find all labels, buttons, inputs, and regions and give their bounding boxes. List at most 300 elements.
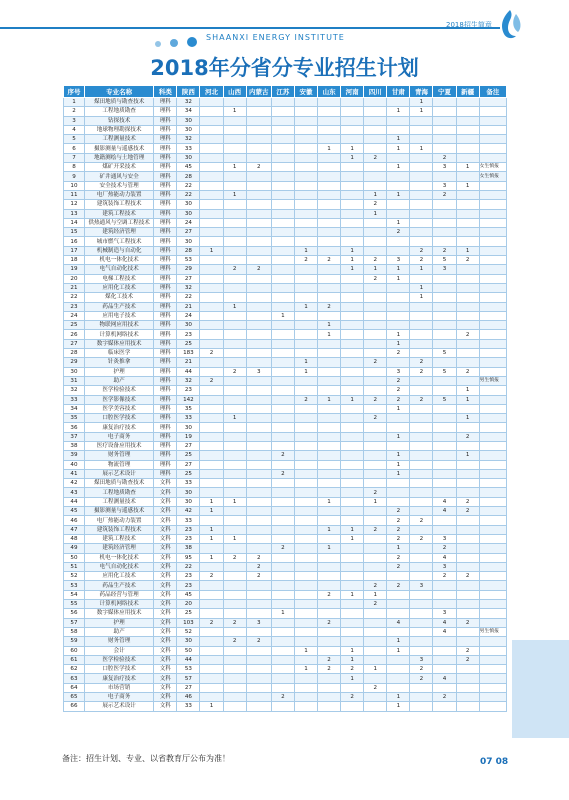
- table-cell: [387, 590, 410, 599]
- table-row: [64, 637, 507, 646]
- table-cell: [479, 516, 506, 525]
- table-cell: [271, 497, 294, 506]
- table-cell: [456, 693, 479, 702]
- table-cell: [271, 600, 294, 609]
- table-cell: [223, 432, 246, 441]
- table-cell: 2: [387, 507, 410, 516]
- table-cell: [246, 209, 271, 218]
- table-cell: 1: [410, 265, 433, 274]
- table-cell: [341, 451, 364, 460]
- table-cell: [456, 702, 479, 711]
- table-cell: [318, 376, 341, 385]
- table-cell: 理科: [154, 144, 177, 153]
- table-cell: [294, 107, 317, 116]
- table-cell: [246, 293, 271, 302]
- table-cell: [341, 181, 364, 190]
- table-cell: 23: [64, 302, 85, 311]
- table-cell: [294, 534, 317, 543]
- table-cell: [223, 507, 246, 516]
- table-cell: 电气自动化技术: [84, 265, 153, 274]
- table-cell: 39: [64, 451, 85, 460]
- table-cell: 35: [177, 404, 200, 413]
- table-cell: 46: [177, 693, 200, 702]
- table-cell: 2: [410, 246, 433, 255]
- table-cell: [271, 590, 294, 599]
- table-cell: 1: [200, 553, 223, 562]
- table-cell: [387, 246, 410, 255]
- table-cell: [433, 404, 456, 413]
- table-cell: [410, 479, 433, 488]
- table-cell: [318, 135, 341, 144]
- table-cell: 34: [177, 107, 200, 116]
- table-cell: [294, 190, 317, 199]
- table-cell: 103: [177, 618, 200, 627]
- table-cell: [364, 655, 387, 664]
- table-cell: 34: [64, 404, 85, 413]
- table-row: [64, 125, 507, 134]
- table-cell: 2: [223, 265, 246, 274]
- table-cell: 30: [177, 497, 200, 506]
- table-cell: [479, 321, 506, 330]
- table-cell: 3: [433, 265, 456, 274]
- table-cell: [456, 609, 479, 618]
- table-cell: 2: [387, 534, 410, 543]
- table-cell: 12: [64, 200, 85, 209]
- table-cell: 2: [318, 618, 341, 627]
- table-cell: [341, 330, 364, 339]
- table-cell: [456, 525, 479, 534]
- table-cell: [318, 488, 341, 497]
- table-cell: 1: [387, 135, 410, 144]
- table-cell: [294, 200, 317, 209]
- table-cell: [456, 237, 479, 246]
- table-cell: 4: [433, 507, 456, 516]
- column-header: 河南: [341, 86, 364, 98]
- table-cell: 2: [364, 200, 387, 209]
- table-cell: [271, 553, 294, 562]
- table-cell: [223, 218, 246, 227]
- table-cell: [223, 488, 246, 497]
- table-cell: [341, 423, 364, 432]
- table-cell: [410, 553, 433, 562]
- table-cell: [223, 321, 246, 330]
- table-cell: [200, 609, 223, 618]
- table-cell: [271, 321, 294, 330]
- table-cell: [341, 98, 364, 107]
- table-cell: [433, 218, 456, 227]
- table-row: [64, 404, 507, 413]
- table-cell: 文科: [154, 618, 177, 627]
- table-cell: [271, 665, 294, 674]
- table-cell: [387, 683, 410, 692]
- table-cell: [410, 432, 433, 441]
- table-cell: [364, 386, 387, 395]
- table-cell: [479, 693, 506, 702]
- side-decoration: [512, 640, 569, 738]
- table-cell: 48: [64, 534, 85, 543]
- table-cell: [364, 618, 387, 627]
- table-cell: 3: [64, 116, 85, 125]
- table-cell: [410, 497, 433, 506]
- table-row: [64, 395, 507, 404]
- table-cell: [479, 404, 506, 413]
- table-cell: [318, 228, 341, 237]
- table-cell: 95: [177, 553, 200, 562]
- table-cell: 建筑经济管理: [84, 544, 153, 553]
- table-row: [64, 562, 507, 571]
- table-cell: [200, 441, 223, 450]
- table-cell: [294, 627, 317, 636]
- table-cell: [200, 237, 223, 246]
- table-cell: [410, 423, 433, 432]
- table-cell: [294, 479, 317, 488]
- table-cell: [456, 404, 479, 413]
- table-cell: [479, 469, 506, 478]
- table-cell: [410, 135, 433, 144]
- table-cell: [294, 702, 317, 711]
- table-cell: 23: [177, 386, 200, 395]
- table-cell: 18: [64, 256, 85, 265]
- column-header: 内蒙古: [246, 86, 271, 98]
- table-cell: [294, 544, 317, 553]
- table-cell: 理科: [154, 190, 177, 199]
- table-cell: [294, 451, 317, 460]
- table-cell: 口腔医学技术: [84, 414, 153, 423]
- table-cell: [271, 172, 294, 181]
- table-cell: [410, 609, 433, 618]
- table-cell: 27: [64, 339, 85, 348]
- table-cell: 3: [246, 367, 271, 376]
- table-cell: [271, 237, 294, 246]
- table-cell: [200, 590, 223, 599]
- table-row: [64, 163, 507, 172]
- table-cell: 5: [433, 256, 456, 265]
- table-cell: [271, 404, 294, 413]
- table-cell: 2: [410, 665, 433, 674]
- table-cell: 地籍测绘与土地管理: [84, 153, 153, 162]
- column-header: 专业名称: [84, 86, 153, 98]
- table-cell: [410, 525, 433, 534]
- table-cell: 53: [177, 256, 200, 265]
- table-cell: 2: [223, 367, 246, 376]
- table-cell: [200, 172, 223, 181]
- table-row: [64, 451, 507, 460]
- table-cell: 2: [200, 572, 223, 581]
- table-cell: 43: [64, 488, 85, 497]
- table-cell: 理科: [154, 451, 177, 460]
- table-cell: 59: [64, 637, 85, 646]
- table-cell: [479, 395, 506, 404]
- table-cell: 计算机网络技术: [84, 600, 153, 609]
- table-cell: 2: [456, 655, 479, 664]
- table-cell: [410, 200, 433, 209]
- table-cell: 应用化工技术: [84, 572, 153, 581]
- table-cell: [364, 637, 387, 646]
- table-cell: 3: [410, 655, 433, 664]
- table-cell: [223, 423, 246, 432]
- table-cell: [318, 404, 341, 413]
- table-cell: [410, 507, 433, 516]
- table-cell: [456, 553, 479, 562]
- table-cell: [271, 163, 294, 172]
- table-row: [64, 293, 507, 302]
- table-cell: 应用电子技术: [84, 311, 153, 320]
- table-cell: [294, 349, 317, 358]
- table-cell: 理科: [154, 181, 177, 190]
- table-cell: 33: [64, 395, 85, 404]
- table-row: [64, 683, 507, 692]
- table-cell: 55: [64, 600, 85, 609]
- table-cell: [294, 265, 317, 274]
- table-cell: [271, 153, 294, 162]
- table-cell: 理科: [154, 135, 177, 144]
- table-cell: [246, 497, 271, 506]
- table-cell: 23: [177, 525, 200, 534]
- table-cell: [246, 534, 271, 543]
- table-cell: [200, 163, 223, 172]
- table-cell: 理科: [154, 256, 177, 265]
- table-cell: [200, 544, 223, 553]
- table-cell: [294, 163, 317, 172]
- table-cell: 1: [364, 190, 387, 199]
- table-cell: 医学检验技术: [84, 386, 153, 395]
- table-cell: 1: [341, 674, 364, 683]
- table-cell: [200, 107, 223, 116]
- table-cell: 1: [387, 460, 410, 469]
- table-cell: [318, 218, 341, 227]
- table-cell: 2: [294, 256, 317, 265]
- table-cell: [410, 562, 433, 571]
- table-cell: [318, 627, 341, 636]
- table-cell: [479, 265, 506, 274]
- table-cell: 30: [177, 153, 200, 162]
- table-cell: [223, 98, 246, 107]
- table-cell: [294, 228, 317, 237]
- table-cell: 理科: [154, 367, 177, 376]
- column-header: 陕西: [177, 86, 200, 98]
- table-cell: 42: [177, 507, 200, 516]
- table-cell: 建筑装饰工程技术: [84, 525, 153, 534]
- table-cell: [456, 311, 479, 320]
- table-cell: [433, 228, 456, 237]
- table-cell: 5: [64, 135, 85, 144]
- table-cell: [318, 190, 341, 199]
- table-cell: 理科: [154, 404, 177, 413]
- table-cell: 23: [177, 581, 200, 590]
- table-cell: [433, 460, 456, 469]
- table-cell: [246, 246, 271, 255]
- table-cell: 4: [433, 674, 456, 683]
- table-cell: 医学美容技术: [84, 404, 153, 413]
- table-cell: 2: [223, 637, 246, 646]
- table-cell: 2: [433, 190, 456, 199]
- table-cell: 物联网应用技术: [84, 321, 153, 330]
- table-cell: [318, 451, 341, 460]
- table-cell: 11: [64, 190, 85, 199]
- table-cell: 文科: [154, 581, 177, 590]
- table-cell: [364, 98, 387, 107]
- table-cell: [479, 590, 506, 599]
- table-cell: 1: [410, 98, 433, 107]
- table-cell: [200, 423, 223, 432]
- table-cell: [294, 460, 317, 469]
- table-cell: [433, 423, 456, 432]
- table-cell: 理科: [154, 358, 177, 367]
- table-cell: [318, 349, 341, 358]
- table-cell: 40: [64, 460, 85, 469]
- table-cell: [246, 516, 271, 525]
- table-cell: 2: [387, 395, 410, 404]
- table-cell: 2: [387, 386, 410, 395]
- table-cell: 1: [387, 404, 410, 413]
- table-cell: [479, 246, 506, 255]
- table-cell: [433, 135, 456, 144]
- table-cell: 电梯工程技术: [84, 274, 153, 283]
- table-cell: [318, 600, 341, 609]
- table-cell: [364, 293, 387, 302]
- table-cell: 22: [177, 293, 200, 302]
- table-cell: [294, 432, 317, 441]
- table-cell: [479, 274, 506, 283]
- table-row: [64, 479, 507, 488]
- table-cell: [223, 404, 246, 413]
- table-cell: 27: [177, 441, 200, 450]
- column-header: 江苏: [271, 86, 294, 98]
- table-cell: [246, 609, 271, 618]
- table-cell: [294, 135, 317, 144]
- table-cell: [271, 432, 294, 441]
- table-cell: 33: [177, 702, 200, 711]
- flame-logo-icon: [494, 8, 526, 42]
- table-cell: 文科: [154, 683, 177, 692]
- table-cell: [387, 479, 410, 488]
- table-cell: 医学检验技术: [84, 655, 153, 664]
- table-cell: [318, 460, 341, 469]
- table-cell: [223, 256, 246, 265]
- table-cell: [246, 525, 271, 534]
- table-cell: [223, 516, 246, 525]
- table-cell: [456, 135, 479, 144]
- table-cell: [433, 172, 456, 181]
- table-cell: [410, 590, 433, 599]
- table-cell: [341, 190, 364, 199]
- table-cell: [387, 311, 410, 320]
- table-cell: [387, 116, 410, 125]
- table-cell: [318, 153, 341, 162]
- table-cell: [246, 135, 271, 144]
- table-cell: [294, 693, 317, 702]
- table-cell: 文科: [154, 544, 177, 553]
- table-cell: [200, 469, 223, 478]
- table-cell: 8: [64, 163, 85, 172]
- table-cell: [246, 674, 271, 683]
- table-cell: 文科: [154, 516, 177, 525]
- table-row: [64, 600, 507, 609]
- table-cell: [318, 637, 341, 646]
- table-cell: 1: [364, 265, 387, 274]
- table-cell: 1: [387, 693, 410, 702]
- table-cell: [318, 293, 341, 302]
- table-cell: [271, 479, 294, 488]
- table-cell: [364, 349, 387, 358]
- table-cell: [479, 367, 506, 376]
- table-cell: 1: [387, 144, 410, 153]
- table-cell: 文科: [154, 553, 177, 562]
- table-cell: 1: [223, 414, 246, 423]
- table-cell: 2: [200, 618, 223, 627]
- table-cell: [341, 562, 364, 571]
- table-cell: [456, 218, 479, 227]
- table-cell: [456, 423, 479, 432]
- table-row: [64, 302, 507, 311]
- table-cell: [223, 200, 246, 209]
- table-cell: 3: [387, 256, 410, 265]
- table-cell: 康复治疗技术: [84, 423, 153, 432]
- table-cell: [479, 460, 506, 469]
- table-cell: [433, 655, 456, 664]
- table-cell: [341, 209, 364, 218]
- table-cell: [341, 460, 364, 469]
- table-cell: 1: [64, 98, 85, 107]
- table-row: [64, 321, 507, 330]
- table-cell: [456, 488, 479, 497]
- table-cell: [294, 618, 317, 627]
- footnote: 备注：招生计划、专业、以省教育厅公布为准！: [62, 754, 230, 763]
- table-cell: [433, 386, 456, 395]
- table-cell: [341, 172, 364, 181]
- table-row: [64, 423, 507, 432]
- table-cell: 2: [456, 572, 479, 581]
- table-cell: [479, 358, 506, 367]
- table-cell: [223, 172, 246, 181]
- table-row: [64, 665, 507, 674]
- table-row: [64, 237, 507, 246]
- table-cell: [479, 302, 506, 311]
- table-cell: [364, 228, 387, 237]
- table-cell: 口腔医学技术: [84, 665, 153, 674]
- table-cell: [318, 311, 341, 320]
- table-cell: [433, 311, 456, 320]
- table-cell: [456, 116, 479, 125]
- table-cell: [341, 107, 364, 116]
- table-row: [64, 330, 507, 339]
- table-cell: [271, 218, 294, 227]
- dot-icon: [155, 41, 161, 47]
- table-cell: [318, 107, 341, 116]
- table-cell: 53: [64, 581, 85, 590]
- table-cell: 理科: [154, 218, 177, 227]
- table-cell: 2: [433, 153, 456, 162]
- table-cell: 电子商务: [84, 432, 153, 441]
- table-cell: [271, 655, 294, 664]
- institute-name: SHAANXI ENERGY INSTITUTE: [206, 33, 345, 42]
- table-cell: 1: [318, 497, 341, 506]
- table-cell: [433, 283, 456, 292]
- table-cell: [410, 190, 433, 199]
- table-cell: 2: [387, 228, 410, 237]
- table-cell: [318, 172, 341, 181]
- table-cell: [341, 283, 364, 292]
- table-cell: [271, 116, 294, 125]
- table-cell: [246, 218, 271, 227]
- table-cell: [318, 274, 341, 283]
- table-cell: 理科: [154, 246, 177, 255]
- table-row: [64, 349, 507, 358]
- table-cell: [271, 283, 294, 292]
- table-cell: [410, 637, 433, 646]
- column-header: 安徽: [294, 86, 317, 98]
- table-cell: 44: [64, 497, 85, 506]
